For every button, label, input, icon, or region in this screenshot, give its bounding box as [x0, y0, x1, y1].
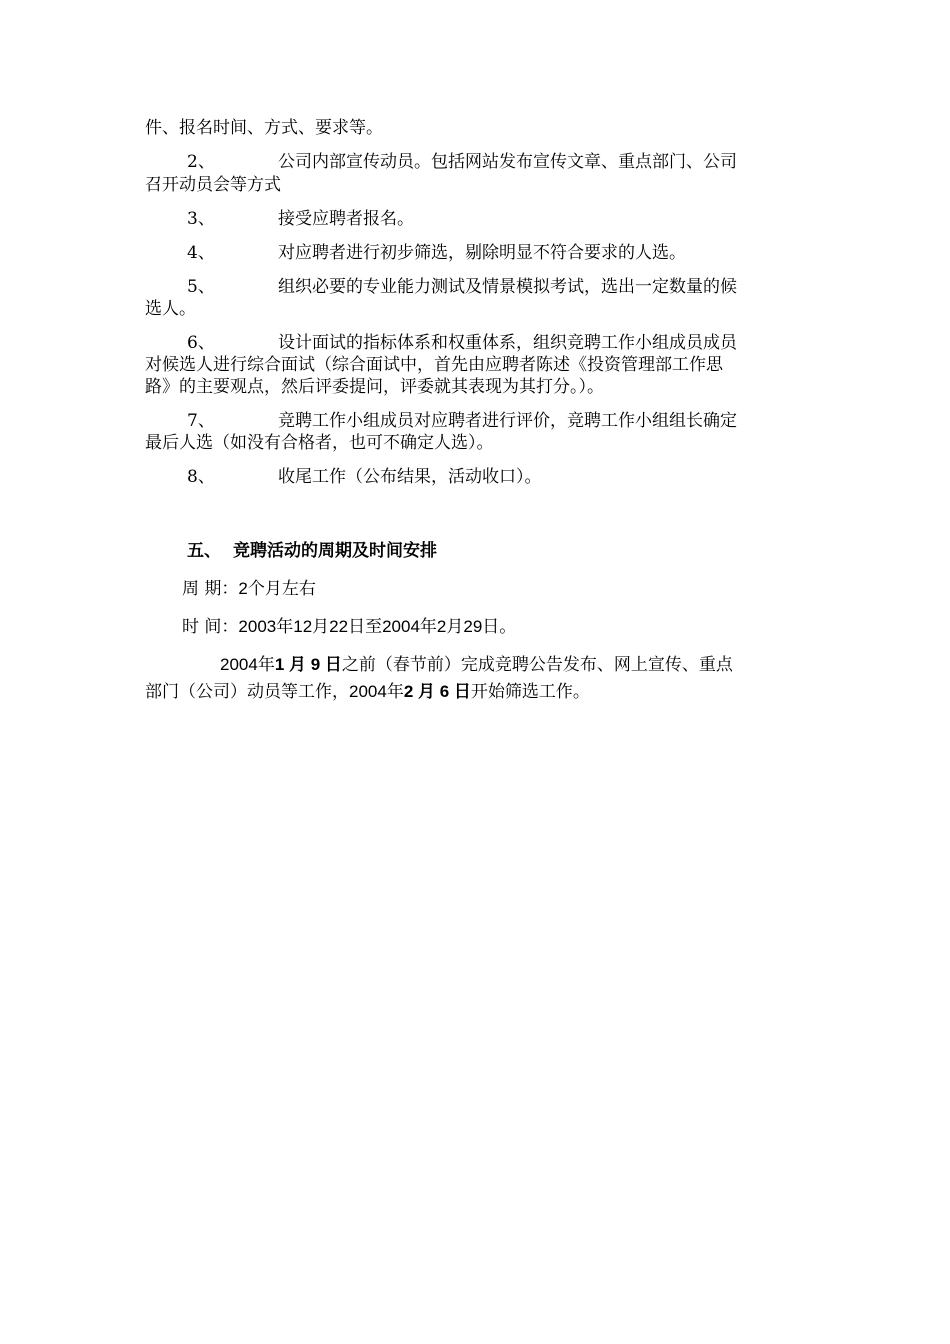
- step-text-continuation: 对候选人进行综合面试（综合面试中，首先由应聘者陈述《投资管理部工作思: [145, 355, 723, 375]
- schedule-date-bold: 1 月 9 日: [274, 655, 342, 674]
- step-number: 3、: [187, 209, 215, 229]
- step-text: 组织必要的专业能力测试及情景模拟考试，选出一定数量的候: [278, 277, 737, 297]
- step-text-continuation: 选人。: [145, 299, 196, 319]
- time-day-end: 29: [463, 617, 483, 636]
- time-month-start: 12: [293, 617, 313, 636]
- step-text-continuation: 路》的主要观点，然后评委提问，评委就其表现为其打分。）。: [145, 377, 604, 397]
- time-unit: 日至: [348, 617, 383, 637]
- time-year-start: 2003: [238, 617, 277, 636]
- intro-continuation: 件、报名时间、方式、要求等。: [145, 118, 383, 138]
- step-number: 8、: [187, 467, 215, 487]
- step-text: 接受应聘者报名。: [278, 209, 414, 229]
- schedule-text: 开始筛选工作。: [470, 682, 590, 702]
- step-text: 收尾工作（公布结果，活动收口）。: [278, 467, 542, 487]
- schedule-text: 年: [257, 655, 275, 675]
- schedule-date-bold: 2 月 6 日: [403, 682, 471, 701]
- schedule-paragraph-line-2: [145, 682, 590, 702]
- section-heading: [187, 541, 437, 561]
- time-day-start: 22: [329, 617, 349, 636]
- step-text: 公司内部宣传动员。包括网站发布宣传文章、重点部门、公司: [278, 152, 737, 172]
- schedule-text: 之前（春节前）完成竞聘公告发布、网上宣传、重点: [341, 655, 733, 675]
- schedule-year: 2004: [220, 655, 258, 674]
- schedule-year: 2004: [349, 682, 387, 701]
- time-unit: 月: [446, 617, 464, 637]
- step-number: 4、: [187, 243, 215, 263]
- time-unit: 年: [419, 617, 437, 637]
- time-unit: 日。: [482, 617, 517, 637]
- time-label: 时 间：: [182, 617, 239, 637]
- schedule-text: 年: [386, 682, 404, 702]
- step-number: 7、: [187, 411, 215, 431]
- time-unit: 年: [276, 617, 294, 637]
- step-number: 5、: [187, 277, 215, 297]
- step-number: 6、: [187, 333, 215, 353]
- schedule-paragraph-line-1: [220, 655, 733, 675]
- period-line: [182, 579, 316, 599]
- time-year-end: 2004: [382, 617, 420, 636]
- time-month-end: 2: [436, 617, 447, 636]
- step-text: 竞聘工作小组成员对应聘者进行评价，竞聘工作小组组长确定: [278, 411, 737, 431]
- period-label: 周 期：: [182, 579, 239, 599]
- schedule-text: 部门（公司）动员等工作，: [145, 682, 349, 702]
- period-value-number: 2: [238, 579, 248, 598]
- step-number: 2、: [187, 152, 215, 172]
- period-value-text: 个月左右: [247, 579, 316, 599]
- step-text-continuation: 最后人选（如没有合格者，也可不确定人选）。: [145, 433, 494, 453]
- step-text: 设计面试的指标体系和权重体系，组织竞聘工作小组成员成员: [278, 333, 737, 353]
- time-unit: 月: [312, 617, 330, 637]
- section-number: 五、: [187, 541, 221, 561]
- section-title: 竞聘活动的周期及时间安排: [233, 541, 437, 561]
- step-text-continuation: 召开动员会等方式: [145, 175, 281, 195]
- time-line: [182, 617, 516, 637]
- step-text: 对应聘者进行初步筛选，剔除明显不符合要求的人选。: [278, 243, 686, 263]
